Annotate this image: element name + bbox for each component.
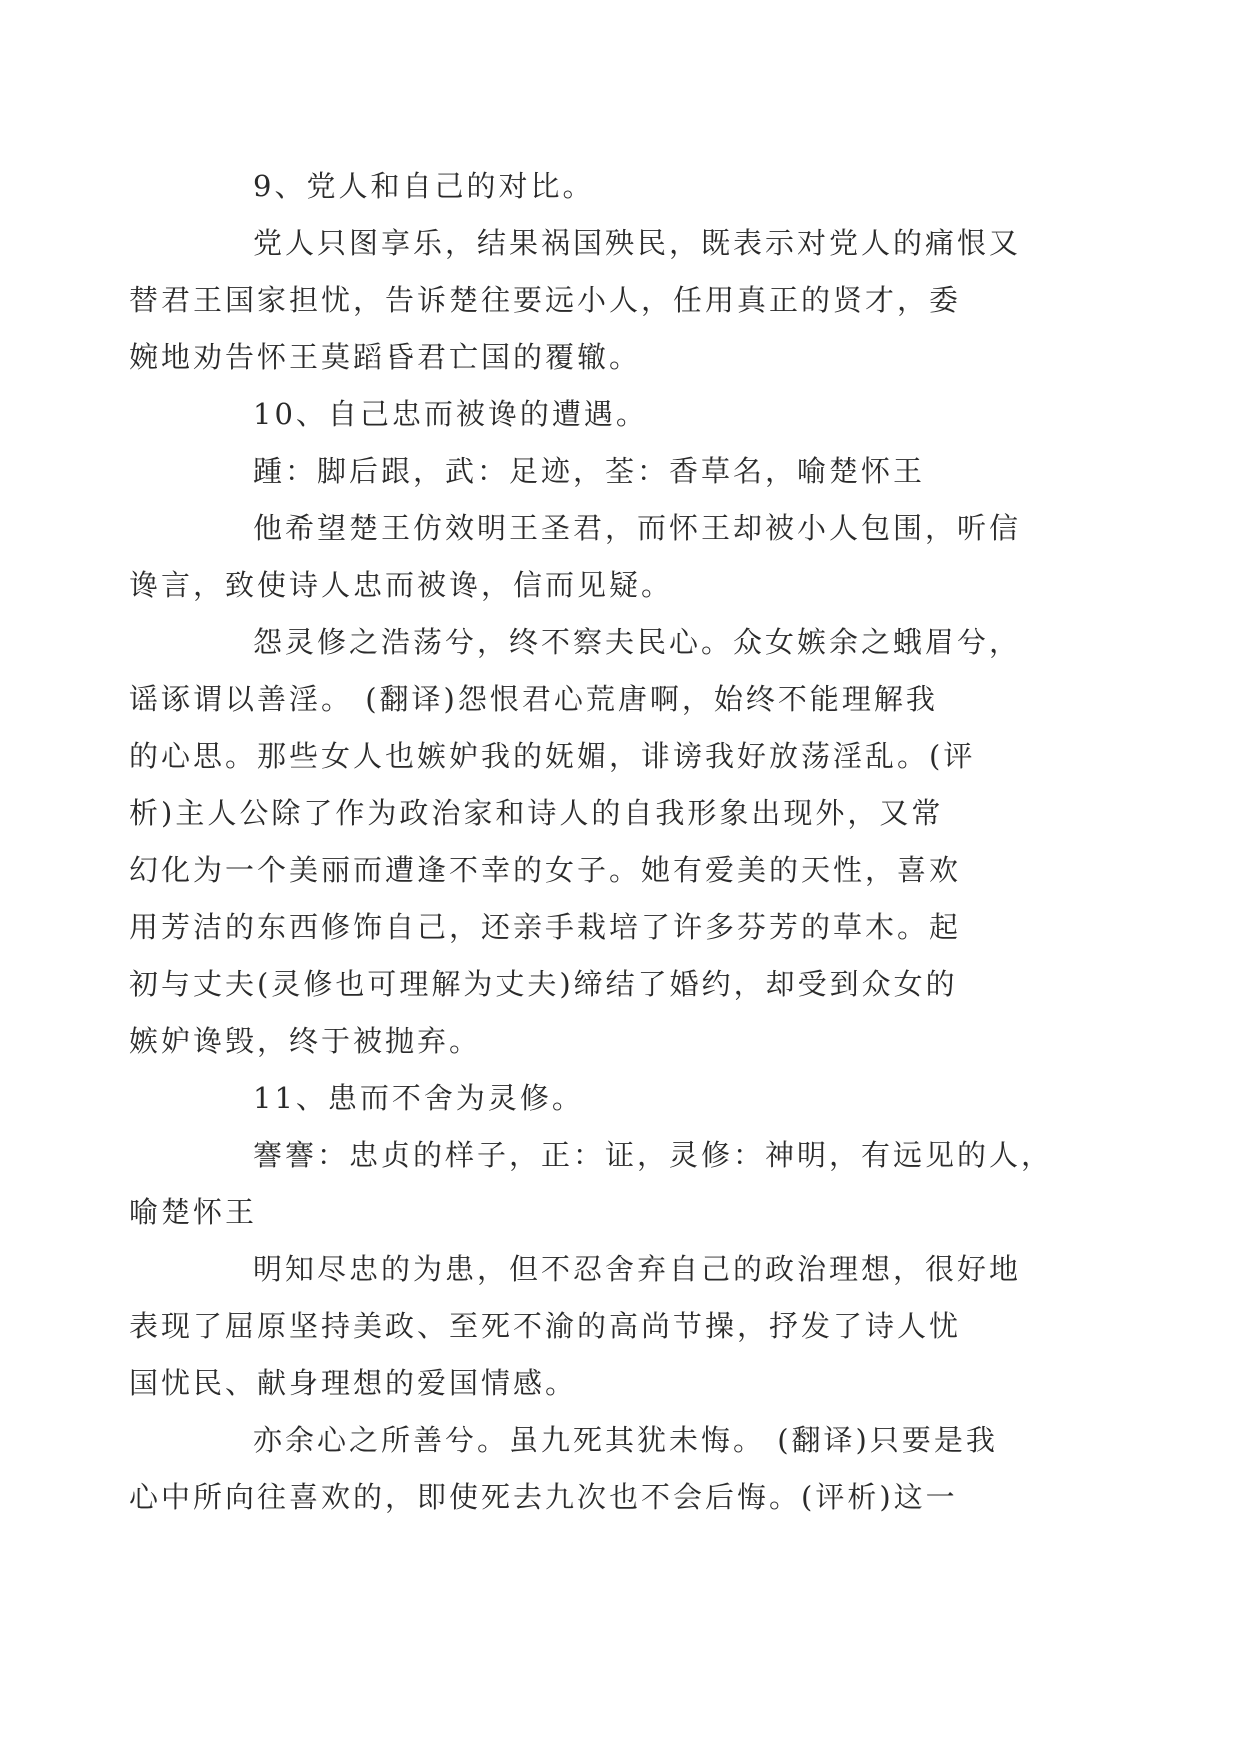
- text-line: 明知尽忠的为患，但不忍舍弃自己的政治理想，很好地: [253, 1252, 1022, 1286]
- text-line: 幻化为一个美丽而遭逢不幸的女子。她有爱美的天性，喜欢: [129, 853, 962, 887]
- text-line: 怨灵修之浩荡兮，终不察夫民心。众女嫉余之蛾眉兮，: [253, 625, 1022, 659]
- text-line: 喻楚怀王: [129, 1195, 258, 1229]
- text-line: 踵：脚后跟，武：足迹，荃：香草名，喻楚怀王: [253, 454, 926, 488]
- paragraph: [129, 1127, 1061, 1241]
- paragraph-heading-9: [191, 158, 1061, 215]
- document-body: [129, 158, 1061, 1526]
- text-line: 初与丈夫(灵修也可理解为丈夫)缔结了婚约，却受到众女的: [129, 967, 958, 1001]
- paragraph-heading-10: [191, 386, 1061, 443]
- text-line: 嫉妒谗毁，终于被抛弃。: [129, 1024, 482, 1058]
- paragraph-heading-11: [191, 1070, 1061, 1127]
- text-line: 国忧民、献身理想的爱国情感。: [129, 1366, 578, 1400]
- text-line: 謇謇：忠贞的样子，正：证，灵修：神明，有远见的人，: [253, 1138, 1054, 1172]
- text-line: 的心思。那些女人也嫉妒我的妩媚，诽谤我好放荡淫乱。(评: [129, 739, 976, 773]
- text-line: 用芳洁的东西修饰自己，还亲手栽培了许多芬芳的草木。起: [129, 910, 962, 944]
- text-line: 谣诼谓以善淫。 (翻译)怨恨君心荒唐啊，始终不能理解我: [129, 682, 938, 716]
- text-line: 表现了屈原坚持美政、至死不渝的高尚节操，抒发了诗人忧: [129, 1309, 962, 1343]
- paragraph: [129, 1241, 1061, 1412]
- text-line: 析)主人公除了作为政治家和诗人的自我形象出现外，又常: [129, 796, 944, 830]
- text-line: 10、自己忠而被谗的遭遇。: [253, 397, 648, 431]
- paragraph: [129, 500, 1061, 614]
- text-line: 9、党人和自己的对比。: [253, 169, 595, 203]
- paragraph: [129, 215, 1061, 386]
- paragraph: [191, 443, 1061, 500]
- paragraph: [129, 614, 1061, 1070]
- text-line: 心中所向往喜欢的，即使死去九次也不会后悔。(评析)这一: [129, 1480, 958, 1514]
- text-line: 谗言，致使诗人忠而被谗，信而见疑。: [129, 568, 674, 602]
- paragraph: [129, 1412, 1061, 1526]
- text-line: 婉地劝告怀王莫蹈昏君亡国的覆辙。: [129, 340, 642, 374]
- text-line: 11、患而不舍为灵修。: [253, 1081, 584, 1115]
- text-line: 替君王国家担忧，告诉楚往要远小人，任用真正的贤才，委: [129, 283, 962, 317]
- text-line: 他希望楚王仿效明王圣君，而怀王却被小人包围，听信: [253, 511, 1022, 545]
- text-line: 亦余心之所善兮。虽九死其犹未悔。 (翻译)只要是我: [253, 1423, 998, 1457]
- text-line: 党人只图享乐，结果祸国殃民，既表示对党人的痛恨又: [253, 226, 1022, 260]
